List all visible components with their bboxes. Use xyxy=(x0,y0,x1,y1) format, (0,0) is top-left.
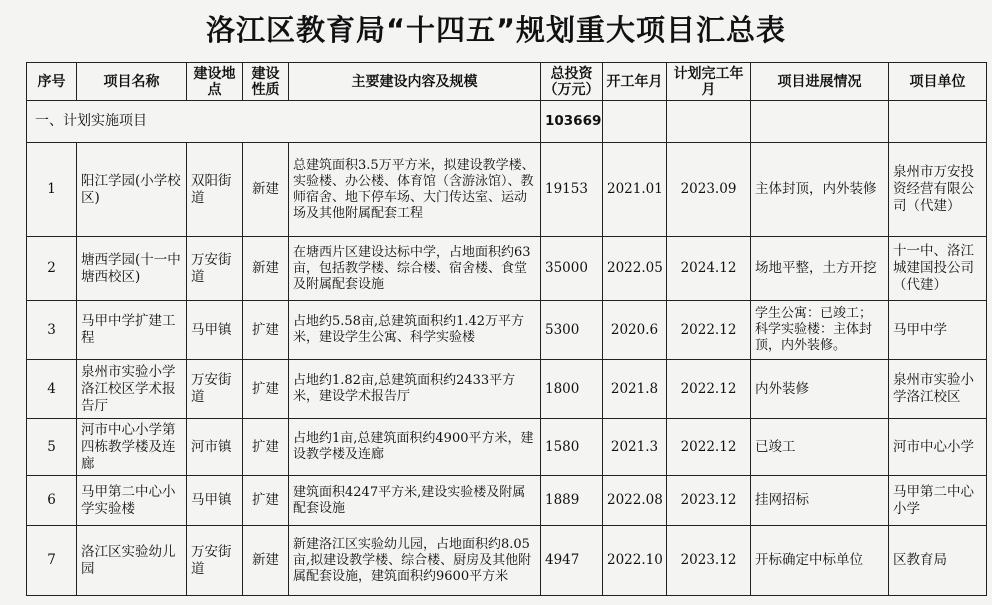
row-end: 2022.12 xyxy=(667,301,751,360)
row-name: 阳江学园(小学校区) xyxy=(77,143,187,237)
row-start: 2022.08 xyxy=(603,476,667,526)
row-no: 6 xyxy=(27,476,77,526)
row-content: 占地约1亩,总建筑面积约4900平方米，建设教学楼及连廊 xyxy=(289,419,541,476)
table-row xyxy=(27,301,987,360)
row-nature: 扩建 xyxy=(243,360,289,419)
row-nature: 新建 xyxy=(243,237,289,301)
row-unit: 泉州市实验小学洛江校区 xyxy=(889,360,987,419)
row-unit: 马甲第二中心小学 xyxy=(889,476,987,526)
row-nature: 扩建 xyxy=(243,419,289,476)
row-start: 2021.8 xyxy=(603,360,667,419)
row-progress: 开标确定中标单位 xyxy=(751,526,889,596)
row-progress: 主体封顶，内外装修 xyxy=(751,143,889,237)
row-progress: 学生公寓：已竣工；科学实验楼：主体封顶，内外装修。 xyxy=(751,301,889,360)
row-investment: 19153 xyxy=(541,143,603,237)
table-row xyxy=(27,237,987,301)
header-cell: 项目名称 xyxy=(77,63,187,101)
row-name: 洛江区实验幼儿园 xyxy=(77,526,187,596)
row-end: 2022.12 xyxy=(667,419,751,476)
row-name: 马甲中学扩建工程 xyxy=(77,301,187,360)
row-nature: 扩建 xyxy=(243,476,289,526)
row-content: 总建筑面积3.5万平方米，拟建设教学楼、实验楼、办公楼、体育馆（含游泳馆）、教师宿舍、地下停车场、大门传达室、运动场及其他附属配套工程 xyxy=(289,143,541,237)
row-location: 万安街道 xyxy=(187,360,243,419)
row-name: 塘西学园(十一中塘西校区) xyxy=(77,237,187,301)
row-location: 万安街道 xyxy=(187,237,243,301)
table-row xyxy=(27,360,987,419)
section-label: 一、计划实施项目 xyxy=(27,101,541,143)
row-progress: 场地平整，土方开挖 xyxy=(751,237,889,301)
table-row xyxy=(27,419,987,476)
row-end: 2023.12 xyxy=(667,476,751,526)
row-location: 河市镇 xyxy=(187,419,243,476)
row-end: 2023.12 xyxy=(667,526,751,596)
row-nature: 新建 xyxy=(243,526,289,596)
row-name: 河市中心小学第四栋教学楼及连廊 xyxy=(77,419,187,476)
row-investment: 1800 xyxy=(541,360,603,419)
row-location: 双阳街道 xyxy=(187,143,243,237)
row-nature: 新建 xyxy=(243,143,289,237)
row-location: 马甲镇 xyxy=(187,301,243,360)
row-no: 7 xyxy=(27,526,77,596)
table-row xyxy=(27,526,987,596)
section-row xyxy=(27,101,987,143)
row-progress: 挂网招标 xyxy=(751,476,889,526)
row-unit: 泉州市万安投资经营有限公司（代建） xyxy=(889,143,987,237)
header-cell: 序号 xyxy=(27,63,77,101)
row-content: 占地约5.58亩,总建筑面积约1.42万平方米，建设学生公寓、科学实验楼 xyxy=(289,301,541,360)
row-content: 在塘西片区建设达标中学，占地面积约63亩，包括教学楼、综合楼、宿舍楼、食堂及附属配套设施 xyxy=(289,237,541,301)
row-unit: 马甲中学 xyxy=(889,301,987,360)
table-row xyxy=(27,476,987,526)
row-unit: 区教育局 xyxy=(889,526,987,596)
row-location: 万安街道 xyxy=(187,526,243,596)
row-name: 泉州市实验小学洛江校区学术报告厅 xyxy=(77,360,187,419)
row-progress: 内外装修 xyxy=(751,360,889,419)
table-row xyxy=(27,143,987,237)
row-no: 2 xyxy=(27,237,77,301)
row-start: 2021.3 xyxy=(603,419,667,476)
row-no: 5 xyxy=(27,419,77,476)
row-end: 2024.12 xyxy=(667,237,751,301)
header-row xyxy=(27,63,987,101)
row-content: 建筑面积4247平方米,建设实验楼及附属配套设施 xyxy=(289,476,541,526)
row-no: 3 xyxy=(27,301,77,360)
row-location: 马甲镇 xyxy=(187,476,243,526)
row-content: 新建洛江区实验幼儿园，占地面积约8.05亩,拟建设教学楼、综合楼、厨房及其他附属配套设施，建筑面积约9600平方米 xyxy=(289,526,541,596)
row-unit: 河市中心小学 xyxy=(889,419,987,476)
row-nature: 扩建 xyxy=(243,301,289,360)
row-content: 占地约1.82亩,总建筑面积约2433平方米，建设学术报告厅 xyxy=(289,360,541,419)
row-start: 2020.6 xyxy=(603,301,667,360)
row-progress: 已竣工 xyxy=(751,419,889,476)
row-end: 2023.09 xyxy=(667,143,751,237)
header-cell: 计划完工年月 xyxy=(667,63,751,101)
row-investment: 1580 xyxy=(541,419,603,476)
row-investment: 5300 xyxy=(541,301,603,360)
row-start: 2022.10 xyxy=(603,526,667,596)
header-cell: 建设地点 xyxy=(187,63,243,101)
page-title: 洛江区教育局“十四五”规划重大项目汇总表 xyxy=(205,13,787,47)
header-cell: 总投资（万元） xyxy=(541,63,603,101)
row-name: 马甲第二中心小学实验楼 xyxy=(77,476,187,526)
projects-table xyxy=(26,62,987,596)
row-investment: 4947 xyxy=(541,526,603,596)
row-start: 2022.05 xyxy=(603,237,667,301)
row-end: 2022.12 xyxy=(667,360,751,419)
header-cell: 项目单位 xyxy=(889,63,987,101)
row-no: 4 xyxy=(27,360,77,419)
header-cell: 主要建设内容及规模 xyxy=(289,63,541,101)
row-no: 1 xyxy=(27,143,77,237)
header-cell: 项目进展情况 xyxy=(751,63,889,101)
row-investment: 1889 xyxy=(541,476,603,526)
section-total: 103669 xyxy=(541,101,603,143)
row-unit: 十一中、洛江城建国投公司（代建） xyxy=(889,237,987,301)
header-cell: 建设性质 xyxy=(243,63,289,101)
row-investment: 35000 xyxy=(541,237,603,301)
header-cell: 开工年月 xyxy=(603,63,667,101)
row-start: 2021.01 xyxy=(603,143,667,237)
